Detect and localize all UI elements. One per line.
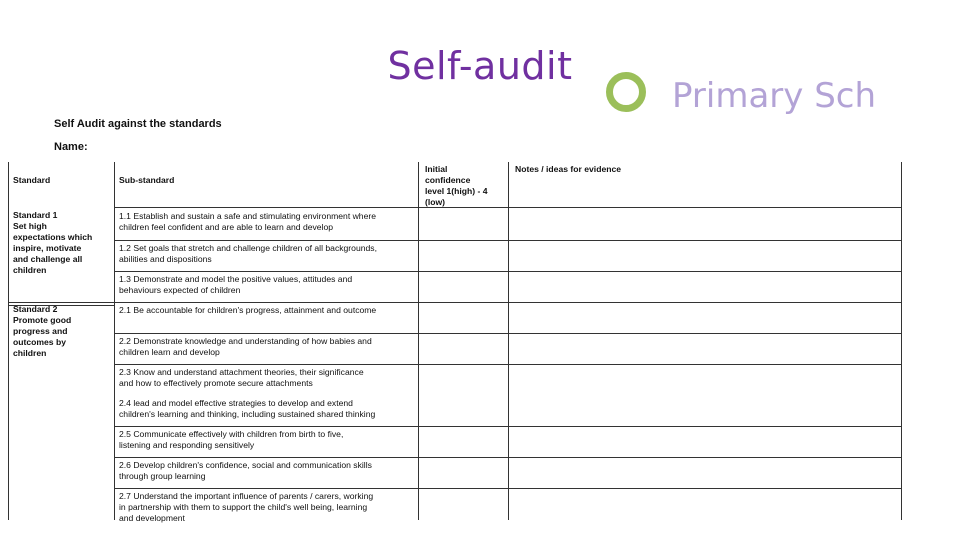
header-notes: Notes / ideas for evidence: [515, 164, 622, 174]
substandard-text-line: children feel confident and are able to learn and develop: [119, 222, 334, 232]
substandard-text-line: 2.4 lead and model effective strategies to develop and extend: [119, 398, 353, 408]
standard-label: [13, 304, 113, 359]
standard-label-line: Standard 1: [13, 210, 58, 220]
substandard-text: [119, 429, 414, 451]
substandard-text: [119, 211, 414, 233]
standard-label-line: expectations which: [13, 232, 93, 242]
table-row-rule: [114, 457, 901, 458]
header-confidence-line: level 1(high) - 4: [425, 186, 488, 196]
header-confidence: [425, 164, 505, 208]
table-row-rule: [114, 240, 901, 241]
substandard-text-line: listening and responding sensitively: [119, 440, 255, 450]
table-column-rule: [8, 162, 9, 520]
table-row-rule: [114, 426, 901, 427]
header-confidence-line: (low): [425, 197, 446, 207]
standard-label-line: inspire, motivate: [13, 243, 82, 253]
substandard-text-line: and how to effectively promote secure attachments: [119, 378, 313, 388]
substandard-text: [119, 367, 414, 389]
substandard-text: [119, 305, 414, 316]
logo-text: Primary Sch: [672, 76, 877, 116]
substandard-text-line: children's learning and thinking, including sustained shared thinking: [119, 409, 376, 419]
table-row-rule: [8, 302, 901, 303]
circle-logo-icon: [606, 72, 646, 112]
standard-label-line: outcomes by: [13, 337, 67, 347]
standard-label-line: children: [13, 348, 47, 358]
header-substandard: Sub-standard: [119, 175, 175, 185]
table-row-rule: [114, 207, 901, 208]
substandard-text-line: abilities and dispositions: [119, 254, 212, 264]
table-row-rule: [114, 488, 901, 489]
substandard-text-line: behaviours expected of children: [119, 285, 241, 295]
substandard-text: [119, 274, 414, 296]
document-heading: Self Audit against the standards: [54, 118, 222, 130]
substandard-text-line: 1.1 Establish and sustain a safe and stimulating environment where: [119, 211, 377, 221]
standard-label-line: Promote good: [13, 315, 72, 325]
standard-label-line: Standard 2: [13, 304, 58, 314]
standard-label-line: progress and: [13, 326, 68, 336]
slide-title: Self-audit: [387, 44, 573, 88]
standard-label-line: and challenge all: [13, 254, 83, 264]
table-column-rule: [418, 162, 419, 520]
substandard-text-line: 2.6 Develop children's confidence, social and communication skills: [119, 460, 372, 470]
header-standard: Standard: [13, 175, 51, 185]
substandard-text: [119, 336, 414, 358]
substandard-text-line: 1.3 Demonstrate and model the positive values, attitudes and: [119, 274, 353, 284]
standard-label-line: children: [13, 265, 47, 275]
table-row-rule: [114, 271, 901, 272]
header-confidence-line: confidence: [425, 175, 471, 185]
substandard-text-line: through group learning: [119, 471, 206, 481]
substandard-text-line: 2.2 Demonstrate knowledge and understanding of how babies and: [119, 336, 372, 346]
standard-label-line: Set high: [13, 221, 47, 231]
substandard-text: [119, 243, 414, 265]
substandard-text-line: 2.5 Communicate effectively with children from birth to five,: [119, 429, 344, 439]
standard-label: [13, 210, 113, 276]
substandard-text-line: 2.7 Understand the important influence of parents / carers, working: [119, 491, 374, 501]
substandard-text-line: 2.3 Know and understand attachment theories, their significance: [119, 367, 364, 377]
table-column-rule: [901, 162, 902, 520]
school-logo: [606, 76, 877, 120]
table-column-rule: [114, 162, 115, 520]
substandard-text: [119, 460, 414, 482]
table-column-rule: [508, 162, 509, 520]
name-label: Name:: [54, 141, 88, 153]
substandard-text-line: 2.1 Be accountable for children's progress, attainment and outcome: [119, 305, 377, 315]
substandard-text-line: and development: [119, 513, 185, 523]
substandard-text: [119, 491, 414, 524]
substandard-text: [119, 398, 414, 420]
table-row-rule: [114, 364, 901, 365]
substandard-text-line: in partnership with them to support the child's well being, learning: [119, 502, 368, 512]
table-row-rule: [114, 333, 901, 334]
substandard-text-line: 1.2 Set goals that stretch and challenge children of all backgrounds,: [119, 243, 377, 253]
substandard-text-line: children learn and develop: [119, 347, 220, 357]
header-confidence-line: Initial: [425, 164, 448, 174]
